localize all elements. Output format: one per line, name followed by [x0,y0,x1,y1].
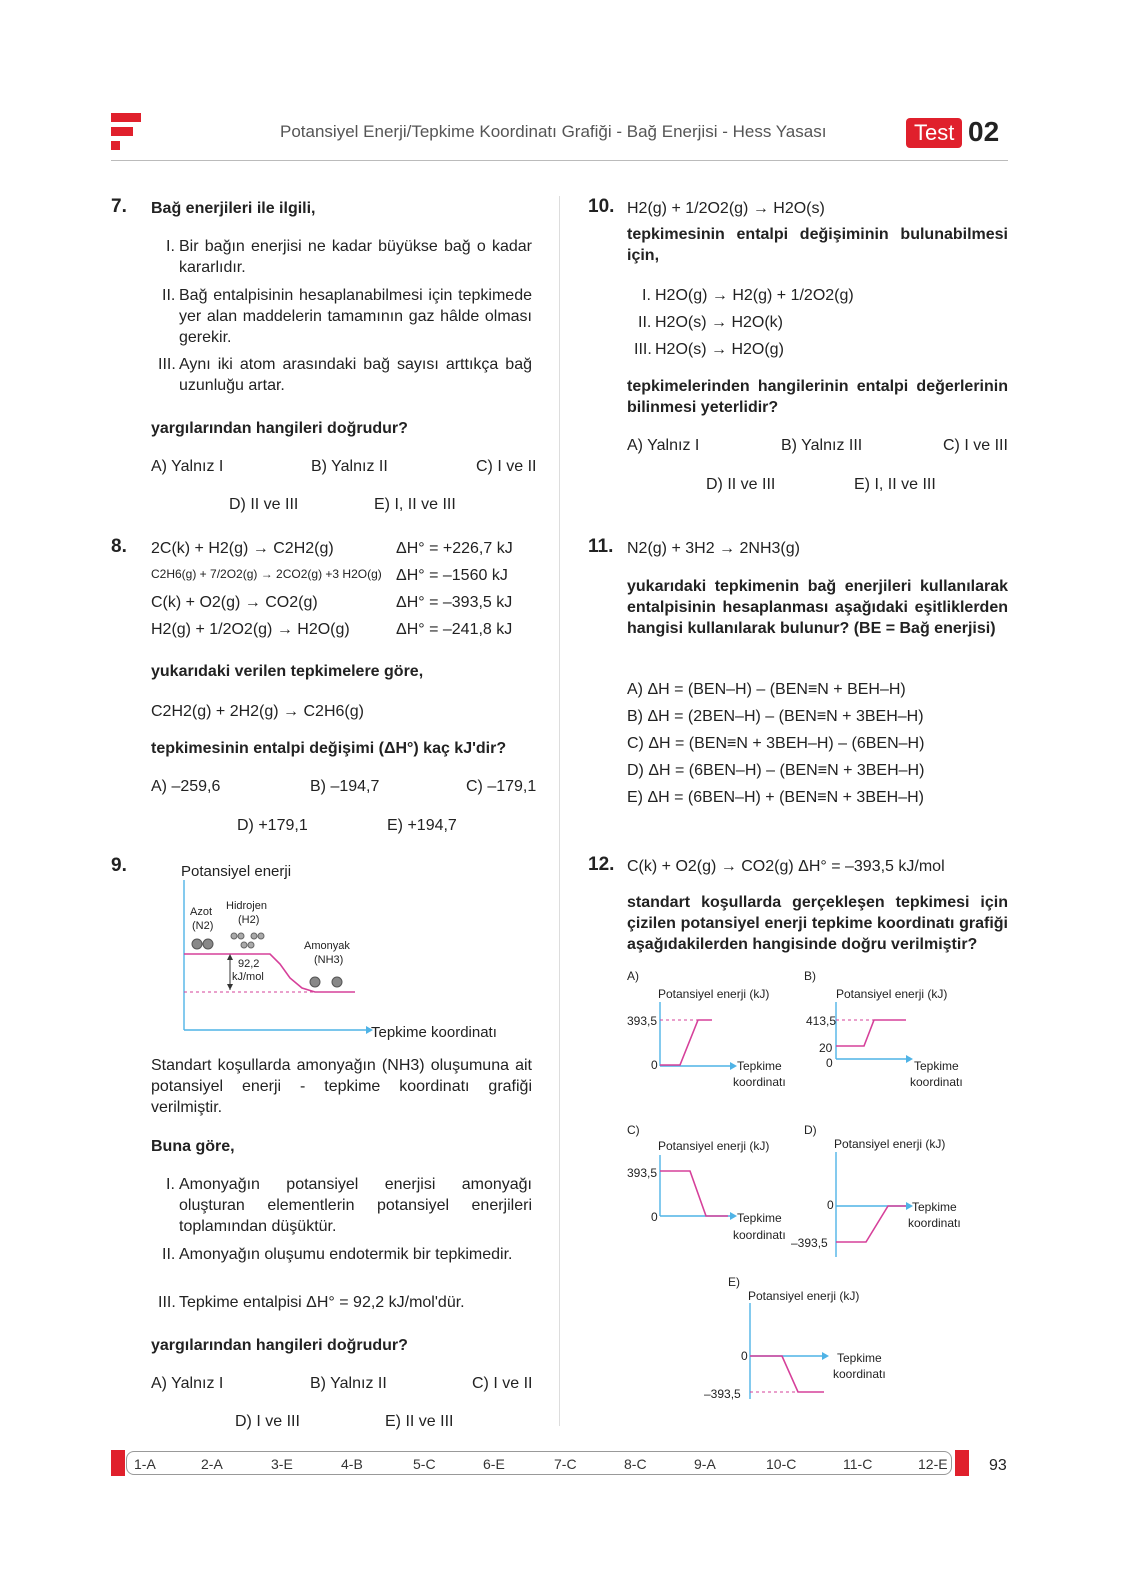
q10-ii: H2O(s) → H2O(k) [655,314,783,331]
q12-b-xlabel-1: Tepkime [914,1059,959,1073]
q9-label-azot: Azot [190,906,213,918]
q11-number: 11. [588,536,614,557]
q8-reaction-4-dh: ΔH° = –241,8 kJ [396,621,513,638]
answer-key-3: 3-E [271,1456,293,1472]
q12-number: 12. [588,854,615,875]
q10-ii-label: II. [638,314,652,331]
q11-option-b[interactable]: B) ΔH = (2BEN–H) – (BEN≡N + 3BEH–H) [627,708,924,725]
answer-key-8: 8-C [624,1456,647,1472]
q7-option-d[interactable]: D) II ve III [229,496,299,513]
q10-stem: tepkimesinin entalpi değişiminin bulunabilmesi için, [627,226,1008,264]
q12-graph-e[interactable] [740,1303,840,1403]
q8-option-a[interactable]: A) –259,6 [151,778,221,795]
q7-iii-label: III. [158,356,176,373]
q12-e-xlabel-2: koordinatı [833,1367,886,1381]
q9-option-b[interactable]: B) Yalnız II [310,1375,387,1392]
q12-graph-a[interactable] [650,1002,750,1072]
q9-label-value: 92,2 [238,958,260,970]
q8-option-b[interactable]: B) –194,7 [310,778,380,795]
q12-graph-c[interactable] [650,1155,750,1225]
q8-option-e[interactable]: E) +194,7 [387,817,457,834]
q7-i-text: Bir bağın enerjisi ne kadar büyükse bağ o kadar kararlıdır. [179,238,532,276]
q12-stem: standart koşullarda gerçekleşen tepkimesi için çizilen potansiyel enerji tepkime koordinatı grafiği aşağıdakilerden hangisinde doğru verilmiştir? [627,894,1008,953]
q9-label-amonyak-formula: (NH3) [314,954,344,966]
publisher-logo [111,113,141,153]
q8-reaction-2-dh: ΔH° = –1560 kJ [396,567,508,584]
header-title: Potansiyel Enerji/Tepkime Koordinatı Grafiği - Bağ Enerjisi - Hess Yasası [280,122,827,141]
q9-i-text: Amonyağın potansiyel enerjisi amonyağı oluşturan elementlerin potansiyel enerjileri toplamından düşüktür. [179,1176,532,1235]
q8-reaction-2: C2H6(g) + 7/2O2(g) → 2CO2(g) +3 H2O(g) [151,567,382,581]
q12-e-bottom: –393,5 [704,1387,741,1401]
q7-iii-text: Aynı iki atom arasındaki bağ sayısı arttıkça bağ uzunluğu artar. [179,356,532,394]
answer-key-4: 4-B [341,1456,363,1472]
q10-option-d[interactable]: D) II ve III [706,476,776,493]
q7-option-b[interactable]: B) Yalnız II [311,458,388,475]
q8-reaction-4: H2(g) + 1/2O2(g) → H2O(g) [151,621,350,638]
answer-key-12: 12-E [918,1456,948,1472]
q12-option-c-label[interactable]: C) [627,1123,640,1137]
q12-d-ylabel: Potansiyel enerji (kJ) [834,1137,946,1151]
q10-i: H2O(g) → H2(g) + 1/2O2(g) [655,287,854,304]
answer-key-7: 7-C [554,1456,577,1472]
q10-number: 10. [588,196,615,217]
answer-key-right-marker [955,1450,969,1476]
q8-number: 8. [111,536,127,557]
q8-question: tepkimesinin entalpi değişimi (ΔH°) kaç kJ'dir? [151,740,507,757]
q8-reaction-3-dh: ΔH° = –393,5 kJ [396,594,513,611]
q8-option-d[interactable]: D) +179,1 [237,817,308,834]
q9-label-amonyak: Amonyak [304,940,350,952]
q12-b-top: 413,5 [806,1014,837,1028]
q8-stem: yukarıdaki verilen tepkimelere göre, [151,663,424,680]
q7-i-label: I. [166,238,175,255]
q11-option-e[interactable]: E) ΔH = (6BEN–H) + (BEN≡N + 3BEH–H) [627,789,924,806]
q9-number: 9. [111,855,127,876]
q11-reaction: N2(g) + 3H2 → 2NH3(g) [627,540,800,557]
q9-label-azot-formula: (N2) [192,920,214,932]
answer-key-6: 6-E [483,1456,505,1472]
answer-key-11: 11-C [843,1456,873,1472]
q12-c-xlabel-2: koordinatı [733,1228,786,1242]
q9-ii-label: II. [162,1246,176,1263]
q9-label-unit: kJ/mol [232,971,264,983]
q12-a-ylabel: Potansiyel enerji (kJ) [658,987,770,1001]
q9-i-label: I. [166,1176,175,1193]
q12-d-bottom: –393,5 [791,1236,828,1250]
q8-reaction-3: C(k) + O2(g) → CO2(g) [151,594,318,611]
q9-option-a[interactable]: A) Yalnız I [151,1375,224,1392]
q12-b-xlabel-2: koordinatı [910,1075,963,1089]
q9-iii-label: III. [158,1294,176,1311]
q12-graph-d[interactable] [826,1152,926,1262]
q9-graph-ylabel: Potansiyel enerji [181,863,292,880]
q10-option-e[interactable]: E) I, II ve III [854,476,936,493]
q11-option-d[interactable]: D) ΔH = (6BEN–H) – (BEN≡N + 3BEH–H) [627,762,925,779]
q8-reaction-1: 2C(k) + H2(g) → C2H2(g) [151,540,334,557]
q10-question: tepkimelerinden hangilerinin entalpi değerlerinin bilinmesi yeterlidir? [627,378,1008,416]
q12-e-zero: 0 [741,1349,748,1363]
q12-b-zero: 0 [826,1056,833,1070]
q12-c-ylabel: Potansiyel enerji (kJ) [658,1139,770,1153]
q7-ii-label: II. [162,287,176,304]
answer-key-10: 10-C [766,1456,797,1472]
q12-d-xlabel-1: Tepkime [912,1200,957,1214]
q7-option-a[interactable]: A) Yalnız I [151,458,224,475]
q12-d-xlabel-2: koordinatı [908,1216,961,1230]
q9-option-e[interactable]: E) II ve III [385,1413,454,1430]
q12-a-xlabel-2: koordinatı [733,1075,786,1089]
q10-reaction: H2(g) + 1/2O2(g) → H2O(s) [627,200,825,217]
q12-c-top: 393,5 [627,1166,658,1180]
q12-b-ylabel: Potansiyel enerji (kJ) [836,987,948,1001]
header-divider [111,160,1008,161]
q12-graph-b[interactable] [826,1002,926,1072]
q7-option-c[interactable]: C) I ve II [476,458,537,475]
q7-stem: Bağ enerjileri ile ilgili, [151,200,316,217]
q10-iii-label: III. [634,341,652,358]
q12-b-mid: 20 [819,1041,833,1055]
q12-c-zero: 0 [651,1210,658,1224]
q7-ii-text: Bağ entalpisinin hesaplanabilmesi için tepkimede yer alan maddelerin tamamının gaz hâlde olması gerekir. [179,287,532,346]
test-badge: Test [906,118,962,148]
q11-option-a[interactable]: A) ΔH = (BEN–H) – (BEN≡N + BEH–H) [627,681,906,698]
page-number: 93 [989,1457,1007,1474]
q12-a-top: 393,5 [627,1014,658,1028]
q9-graph-xlabel: Tepkime koordinatı [371,1024,497,1041]
q12-a-zero: 0 [651,1058,658,1072]
q10-option-b[interactable]: B) Yalnız III [781,437,863,454]
q11-option-c[interactable]: C) ΔH = (BEN≡N + 3BEH–H) – (6BEN–H) [627,735,925,752]
q11-stem: yukarıdaki tepkimenin bağ enerjileri kullanılarak entalpisinin hesaplanması aşağıdaki eşitliklerden hangisi kullanılarak bulunur? (BE = Bağ enerjisi) [627,578,1008,637]
answer-key-bar [126,1451,952,1475]
answer-key-2: 2-A [201,1456,223,1472]
q7-option-e[interactable]: E) I, II ve III [374,496,456,513]
q9-description: Standart koşullarda amonyağın (NH3) oluşumuna ait potansiyel enerji - tepkime koordinatı grafiği verilmiştir. [151,1057,532,1116]
q8-option-c[interactable]: C) –179,1 [466,778,537,795]
q12-c-xlabel-1: Tepkime [737,1211,782,1225]
answer-key-5: 5-C [413,1456,436,1472]
answer-key-1: 1-A [134,1456,156,1472]
column-divider [559,196,560,1426]
q12-option-b-label[interactable]: B) [804,969,816,983]
answer-key-9: 9-A [694,1456,716,1472]
q9-iii-text: Tepkime entalpisi ΔH° = 92,2 kJ/mol'dür. [179,1294,465,1311]
q10-i-label: I. [642,287,651,304]
q10-option-c[interactable]: C) I ve III [943,437,1008,454]
q9-label-hidrojen-formula: (H2) [238,914,260,926]
q9-question: yargılarından hangileri doğrudur? [151,1337,408,1354]
q9-option-d[interactable]: D) I ve III [235,1413,300,1430]
q12-option-d-label[interactable]: D) [804,1123,817,1137]
q12-d-zero: 0 [827,1198,834,1212]
q7-question: yargılarından hangileri doğrudur? [151,420,408,437]
q9-option-c[interactable]: C) I ve II [472,1375,533,1392]
q10-iii: H2O(s) → H2O(g) [655,341,784,358]
q12-a-xlabel-1: Tepkime [737,1059,782,1073]
q8-reaction-1-dh: ΔH° = +226,7 kJ [396,540,513,557]
answer-key-left-marker [111,1450,125,1476]
q8-target-reaction: C2H2(g) + 2H2(g) → C2H6(g) [151,703,364,720]
q12-e-xlabel-1: Tepkime [837,1351,882,1365]
q10-option-a[interactable]: A) Yalnız I [627,437,700,454]
q9-stem: Buna göre, [151,1138,235,1155]
test-number: 02 [968,116,1000,147]
q7-number: 7. [111,196,127,217]
q12-option-e-label[interactable]: E) [728,1275,740,1289]
q9-ii-text: Amonyağın oluşumu endotermik bir tepkimedir. [179,1246,513,1263]
q12-e-ylabel: Potansiyel enerji (kJ) [748,1289,860,1303]
q9-label-hidrojen: Hidrojen [226,900,267,912]
q12-option-a-label[interactable]: A) [627,969,639,983]
q12-reaction: C(k) + O2(g) → CO2(g) ΔH° = –393,5 kJ/mol [627,858,945,875]
